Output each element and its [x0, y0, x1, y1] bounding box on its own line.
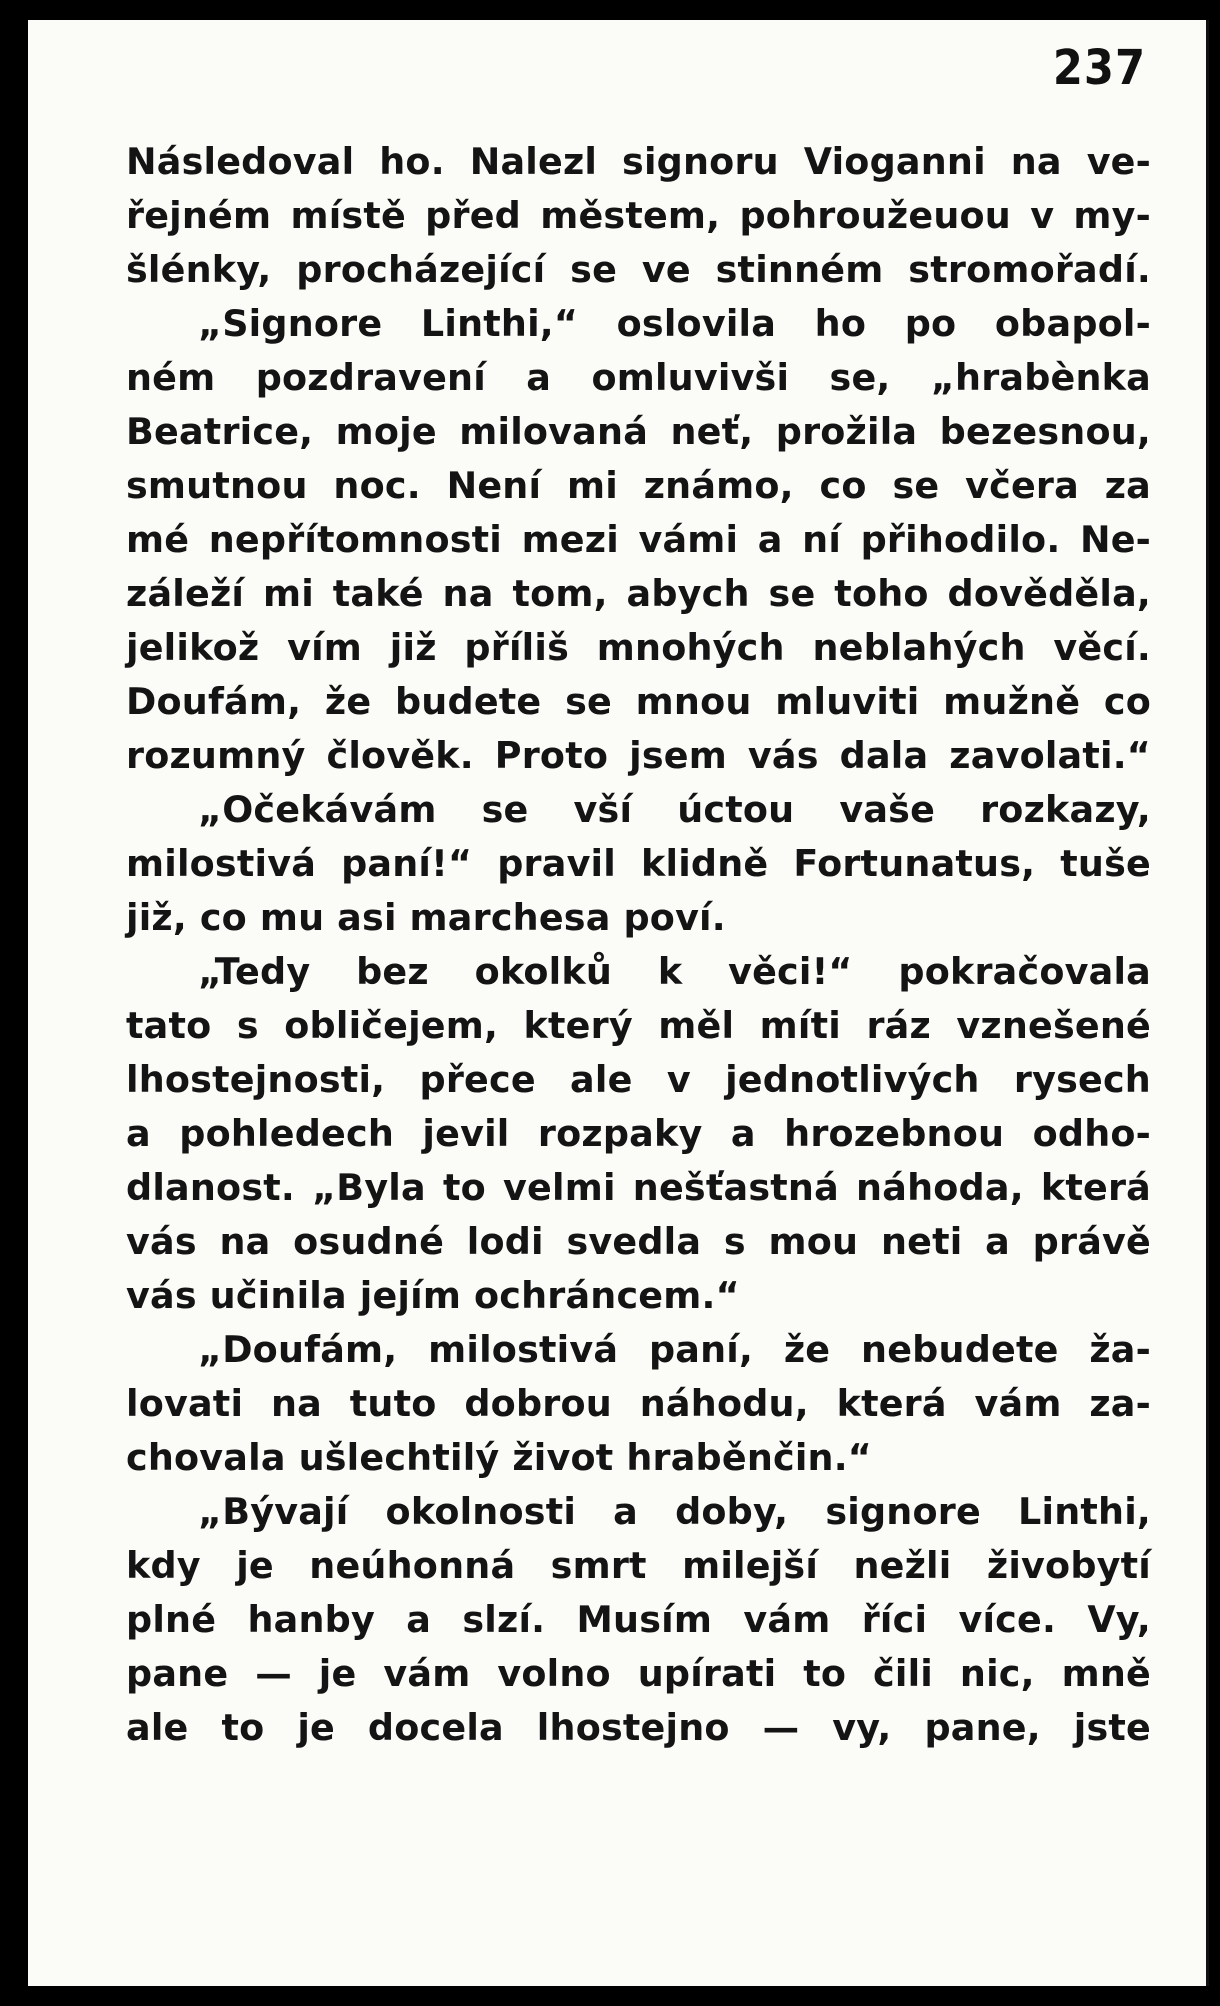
- text-line: „Doufám, milostivá paní, že nebudete ža-: [198, 1328, 1151, 1371]
- text-line: rozumný člověk. Proto jsem vás dala zavolati.“: [126, 734, 1151, 777]
- body-text: [126, 135, 1151, 1755]
- text-line: lovati na tuto dobrou náhodu, která vám za-: [126, 1382, 1151, 1425]
- text-line: Beatrice, moje milovaná neť, prožila bezesnou,: [126, 410, 1151, 453]
- text-line: vás na osudné lodi svedla s mou neti a právě: [126, 1220, 1151, 1263]
- text-line: řejném místě před městem, pohroužeuou v my-: [126, 194, 1151, 237]
- text-line: kdy je neúhonná smrt milejší nežli živobytí: [126, 1544, 1151, 1587]
- text-line: plné hanby a slzí. Musím vám říci více. Vy,: [126, 1598, 1151, 1641]
- text-line: tato s obličejem, který měl míti ráz vznešené: [126, 1004, 1151, 1047]
- text-line: již, co mu asi marchesa poví.: [126, 896, 726, 939]
- book-page: [28, 20, 1209, 1986]
- text-line: Následoval ho. Nalezl signoru Vioganni na ve-: [126, 140, 1151, 183]
- text-line: „Očekávám se vší úctou vaše rozkazy,: [198, 788, 1151, 831]
- text-line: smutnou noc. Není mi známo, co se včera za: [126, 464, 1151, 507]
- text-line: pane — je vám volno upírati to čili nic, mně: [126, 1652, 1151, 1695]
- text-line: mé nepřítomnosti mezi vámi a ní přihodilo. Ne-: [126, 518, 1151, 561]
- text-line: dlanost. „Byla to velmi nešťastná náhoda, která: [126, 1166, 1151, 1209]
- text-line: „Signore Linthi,“ oslovila ho po obapol-: [198, 302, 1151, 345]
- text-line: „Bývají okolnosti a doby, signore Linthi,: [198, 1490, 1151, 1533]
- text-line: vás učinila jejím ochráncem.“: [126, 1274, 740, 1317]
- text-line: milostivá paní!“ pravil klidně Fortunatus, tuše: [126, 842, 1151, 885]
- text-line: záleží mi také na tom, abych se toho dověděla,: [126, 572, 1151, 615]
- text-line: jelikož vím již příliš mnohých neblahých věcí.: [126, 626, 1151, 669]
- text-line: ale to je docela lhostejno — vy, pane, jste: [126, 1706, 1151, 1749]
- page-number: 237: [1052, 40, 1146, 96]
- text-line: šlénky, procházející se ve stinném stromořadí.: [126, 248, 1151, 291]
- text-line: Doufám, že budete se mnou mluviti mužně co: [126, 680, 1151, 723]
- text-line: chovala ušlechtilý život hraběnčin.“: [126, 1436, 872, 1479]
- text-line: a pohledech jevil rozpaky a hrozebnou odho-: [126, 1112, 1151, 1155]
- text-line: ném pozdravení a omluvivši se, „hrabènka: [126, 356, 1151, 399]
- text-line: „Tedy bez okolků k věci!“ pokračovala: [198, 950, 1151, 993]
- text-line: lhostejnosti, přece ale v jednotlivých rysech: [126, 1058, 1151, 1101]
